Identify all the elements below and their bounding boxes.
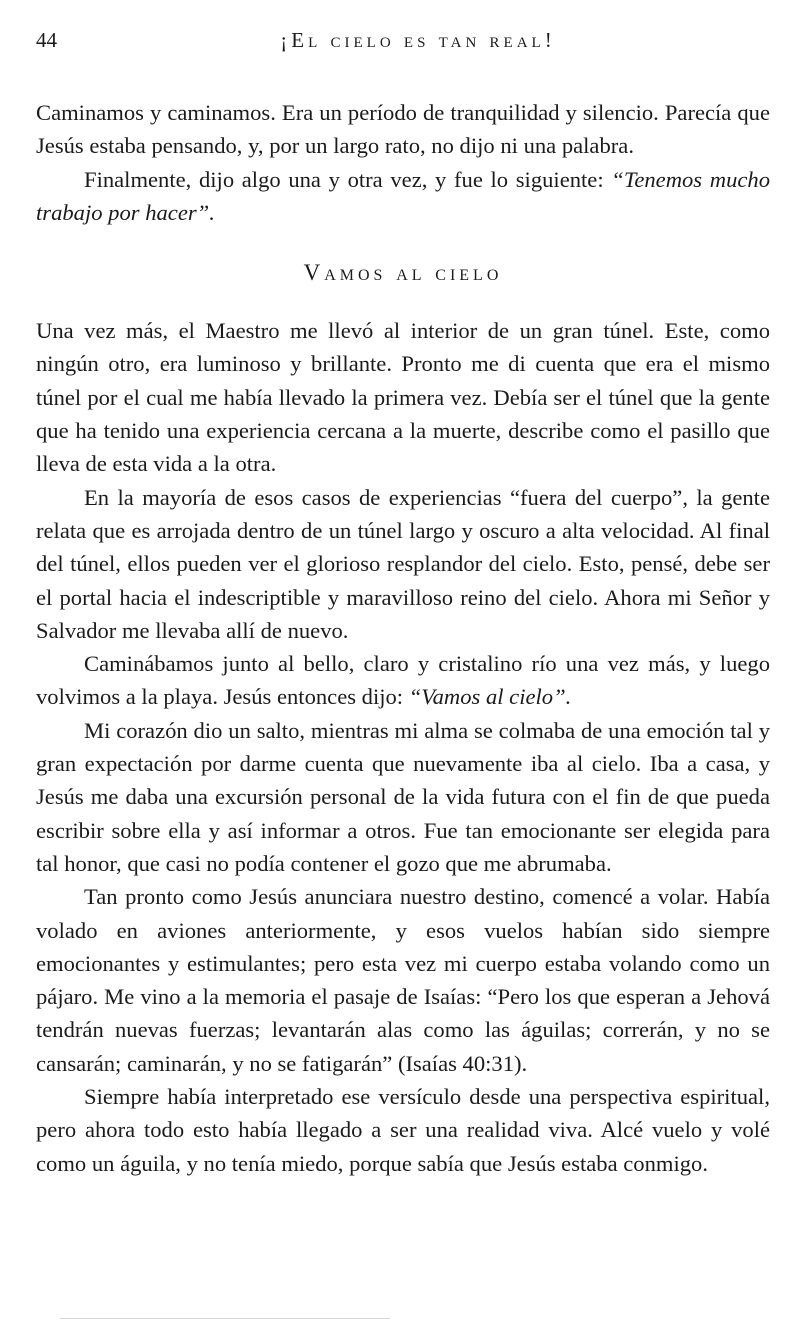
section-heading: Vamos al cielo — [303, 260, 503, 286]
footer-rule — [60, 1318, 390, 1319]
paragraph — [36, 647, 770, 714]
body-text — [36, 96, 770, 1180]
paragraph: Caminamos y caminamos. Era un período de tranquilidad y silencio. Parecía que Jesús estaba pensando, y, por un largo rato, no dijo ni una palabra. — [36, 100, 770, 159]
paragraph: Mi corazón dio un salto, mientras mi alma se colmaba de una emoción tal y gran expectación por darme cuenta que nuevamente iba al cielo. Iba a casa, y Jesús me daba una excursión personal de la vida futura con el fin de que pueda escribir sobre ella y así informar a otros. Fue tan emocionante ser elegida para tal honor, que casi no podía contener el gozo que me abrumaba. — [36, 717, 770, 876]
page-number: 44 — [36, 28, 57, 52]
quote: “Tenemos mucho trabajo por hacer”. — [36, 166, 770, 225]
running-head: ¡El cielo es tan real! — [280, 28, 556, 52]
paragraph: Tan pronto como Jesús anunciara nuestro destino, comencé a volar. Había volado en aviones anteriormente, y esos vuelos habían sido siempre emocionantes y estimulantes; pero esta vez mi cuerpo estaba volando como un pájaro. Me vino a la memoria el pasaje de Isaías: “Pero los que esperan a Jehová tendrán nuevas fuerzas; levantarán alas como las águilas; correrán, y no se cansarán; caminarán, y no se fatigarán” (Isaías 40:31). — [36, 884, 770, 1076]
paragraph-text: Caminábamos junto al bello, claro y cristalino río una vez más, y luego volvimos a la playa. Jesús entonces dijo: — [36, 651, 770, 710]
page-header — [36, 22, 770, 62]
paragraph-text: Finalmente, dijo algo una y otra vez, y fue lo siguiente: — [84, 166, 612, 192]
quote: “Vamos al cielo”. — [408, 684, 572, 710]
paragraph: En la mayoría de esos casos de experiencias “fuera del cuerpo”, la gente relata que es arrojada dentro de un túnel largo y oscuro a alta velocidad. Al final del túnel, ellos pueden ver el glorioso resplandor del cielo. Esto, pensé, debe ser el portal hacia el indescriptible y maravilloso reino del cielo. Ahora mi Señor y Salvador me llevaba allí de nuevo. — [36, 484, 770, 643]
paragraph: Siempre había interpretado ese versículo desde una perspectiva espiritual, pero ahora todo esto había llegado a ser una realidad viva. Alcé vuelo y volé como un águila, y no tenía miedo, porque sabía que Jesús estaba conmigo. — [36, 1084, 770, 1176]
paragraph — [36, 163, 770, 230]
paragraph: Una vez más, el Maestro me llevó al interior de un gran túnel. Este, como ningún otro, era luminoso y brillante. Pronto me di cuenta que era el mismo túnel por el cual me había llevado la primera vez. Debía ser el túnel que la gente que ha tenido una experiencia cercana a la muerte, describe como el pasillo que lleva de esta vida a la otra. — [36, 318, 770, 477]
